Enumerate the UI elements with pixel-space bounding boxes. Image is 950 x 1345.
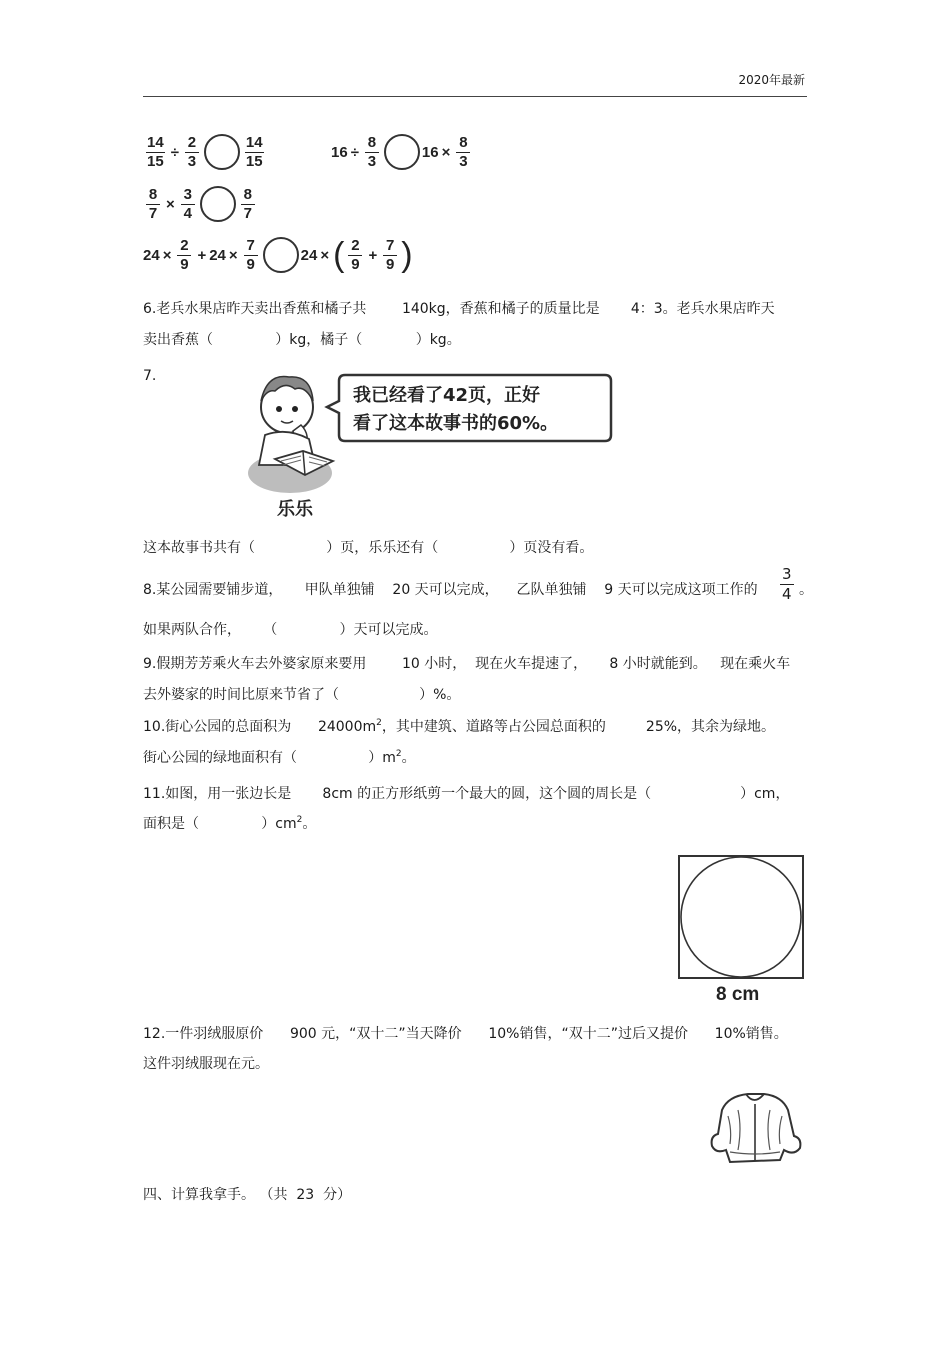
q10-line-2: 街心公园的绿地面积有（ ）$m^2$。 bbox=[143, 749, 416, 766]
jacket-icon bbox=[708, 1090, 804, 1166]
compare-blank-circle[interactable] bbox=[204, 134, 240, 170]
fraction: $\frac{8}{7}$ bbox=[146, 187, 160, 222]
q7-illustration bbox=[245, 365, 615, 525]
fraction: $\frac{2}{9}$ bbox=[348, 238, 362, 273]
q8-line-2: 如果两队合作， （ ）天可以完成。 bbox=[143, 622, 438, 638]
header-text: 2020年最新 bbox=[738, 73, 805, 87]
fraction: $\frac{8}{3}$ bbox=[365, 135, 379, 170]
compare-blank-circle[interactable] bbox=[200, 186, 236, 222]
q12-line-1: 12.一件羽绒服原价 900 元，“双十二”当天降价 10%销售，“双十二”过后又提价 10%销售。 bbox=[143, 1026, 788, 1042]
q10-line-1: 10.街心公园的总面积为 $24000m^2$，其中建筑、道路等占公园总面积的 25%，其余为绿地。 bbox=[143, 718, 776, 735]
fraction: $\frac{7}{9}$ bbox=[383, 238, 397, 273]
q8-line-1-tail: 。 bbox=[799, 582, 813, 598]
compare-row-3: $\frac{8}{7}$ × $\frac{3}{4}$ $\frac{8}{7}$ bbox=[143, 186, 258, 222]
q9-line-2: 去外婆家的时间比原来节省了（ ）%。 bbox=[143, 687, 461, 703]
q12-line-2: 这件羽绒服现在元。 bbox=[143, 1056, 269, 1072]
q7-question: 这本故事书共有（ ）页，乐乐还有（ ）页没有看。 bbox=[143, 540, 594, 556]
fraction: $\frac{8}{3}$ bbox=[456, 135, 470, 170]
reading-boy-icon bbox=[245, 365, 615, 525]
q7-label: 7. bbox=[143, 368, 157, 384]
compare-blank-circle[interactable] bbox=[263, 237, 299, 273]
fraction: $\frac{7}{9}$ bbox=[244, 238, 258, 273]
q11-line-2: 面积是（ ）$cm^2$。 bbox=[143, 815, 317, 832]
q8-fraction: $\frac{3}{4}$ bbox=[782, 565, 792, 603]
page-header bbox=[143, 70, 807, 97]
fraction: $\frac{3}{4}$ bbox=[181, 187, 195, 222]
q8-line-1: 8.某公园需要铺步道， 甲队单独铺 20 天可以完成， 乙队单独铺 9 天可以完成这项工作的 bbox=[143, 582, 758, 598]
compare-row-4: 24 × $\frac{2}{9}$ + 24 × $\frac{7}{9}$ 24 × ( $\frac{2}{9}$ + $\frac{7}{9}$ ) bbox=[143, 236, 413, 274]
jacket-illustration bbox=[708, 1090, 804, 1166]
character-name: 乐乐 bbox=[277, 499, 313, 520]
fraction: $\frac{8}{7}$ bbox=[241, 187, 255, 222]
fraction: $\frac{2}{3}$ bbox=[185, 135, 199, 170]
fraction: $\frac{14}{15}$ bbox=[245, 133, 263, 170]
q11-line-1: 11.如图，用一张边长是 8cm 的正方形纸剪一个最大的圆，这个圆的周长是（ ）cm， bbox=[143, 786, 790, 802]
compare-row-1-left: $\frac{14}{15}$ ÷ $\frac{2}{3}$ $\frac{14}{15}$ bbox=[147, 133, 263, 170]
fraction: $\frac{14}{15}$ bbox=[147, 133, 164, 170]
speech-line-2: 看了这本故事书的60%。 bbox=[353, 413, 559, 434]
circle-in-square-icon bbox=[676, 854, 806, 1004]
q6-line-2: 卖出香蕉（ ）kg，橘子（ ）kg。 bbox=[143, 332, 461, 348]
square-circle-figure bbox=[676, 854, 806, 1004]
q6-line-1: 6.老兵水果店昨天卖出香蕉和橘子共 140kg，香蕉和橘子的质量比是 4：3。老兵水果店昨天 bbox=[143, 301, 775, 317]
q9-line-1: 9.假期芳芳乘火车去外婆家原来要用 10 小时， 现在火车提速了， 8 小时就能到。 现在乘火车 bbox=[143, 656, 791, 672]
fraction: $\frac{2}{9}$ bbox=[177, 238, 191, 273]
section-4-title: 四、计算我拿手。 （共 23 分） bbox=[143, 1187, 352, 1203]
compare-row-2: 16 ÷ $\frac{8}{3}$ 16 × $\frac{8}{3}$ bbox=[331, 134, 473, 170]
compare-blank-circle[interactable] bbox=[384, 134, 420, 170]
figure-label: 8 cm bbox=[716, 984, 760, 1004]
speech-line-1: 我已经看了42页，正好 bbox=[353, 385, 541, 406]
